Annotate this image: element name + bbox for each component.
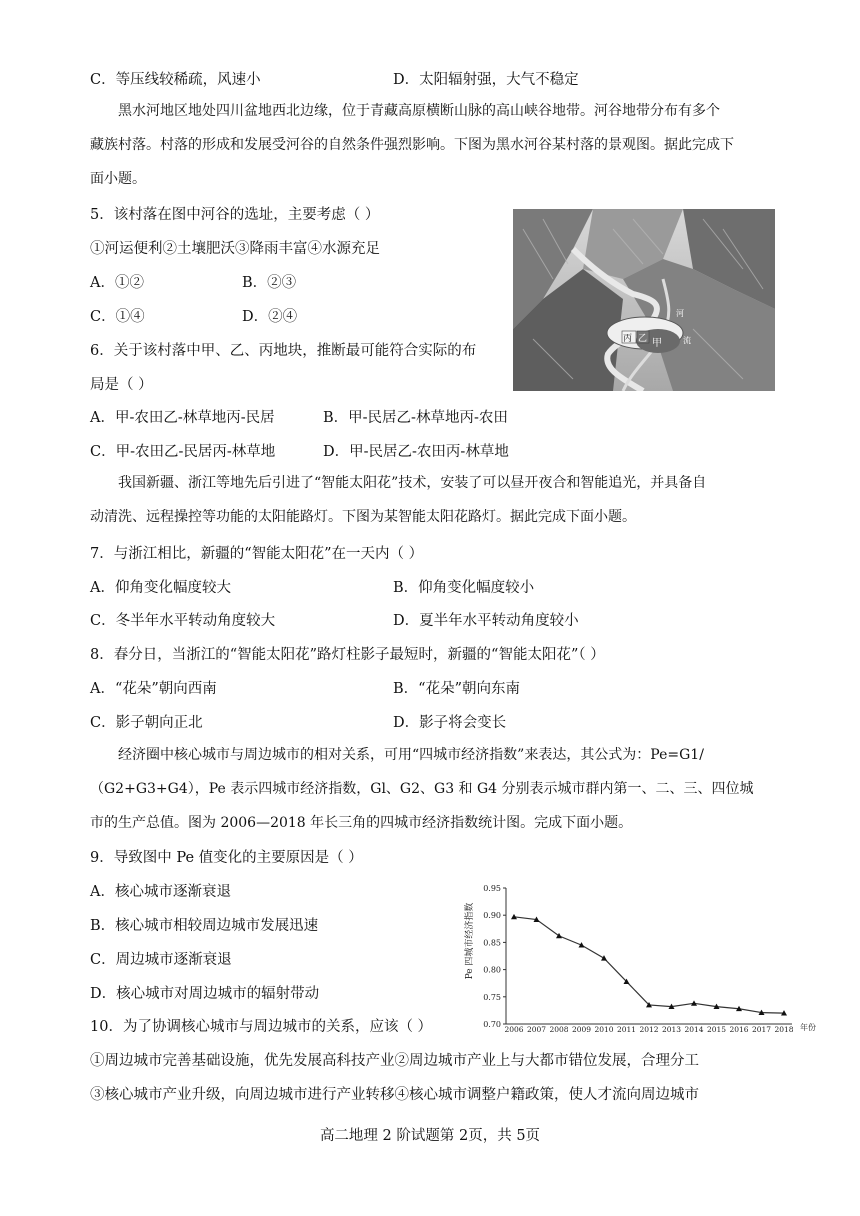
passage-pe-index	[90, 738, 780, 840]
x-tick-label: 2009	[571, 1025, 592, 1034]
pe-series-markers	[511, 914, 787, 1016]
q7-stem: 7．与浙江相比，新疆的“智能太阳花”在一天内（ ）	[90, 546, 424, 562]
q9-option-c: C．周边城市逐渐衰退	[90, 952, 232, 968]
q8-option-d: D．影子将会变长	[393, 715, 507, 731]
valley-village-photo	[513, 209, 775, 391]
label-yi: 乙	[638, 334, 648, 344]
q9-option-b: B．核心城市相较周边城市发展迅速	[90, 918, 319, 934]
x-tick-label: 2010	[594, 1025, 614, 1034]
label-liu: 流	[683, 336, 691, 345]
label-jia: 甲	[652, 338, 662, 349]
passage-line: 我国新疆、浙江等地先后引进了“智能太阳花”技术，安装了可以昼开夜合和智能追光，并具备自	[118, 475, 707, 491]
x-tick-label: 2018	[774, 1025, 794, 1034]
q5-option-c: C．①④	[90, 309, 145, 325]
data-point-marker	[601, 955, 607, 960]
q9-option-d: D．核心城市对周边城市的辐射带动	[90, 986, 320, 1002]
q8-option-b: B．“花朵”朝向东南	[393, 681, 520, 697]
q5-items: ①河运便利②土壤肥沃③降雨丰富④水源充足	[90, 241, 380, 257]
y-tick-label: 0.70	[483, 1020, 501, 1029]
x-tick-label: 2006	[504, 1025, 524, 1034]
q4-option-d: D．太阳辐射强，大气不稳定	[393, 72, 579, 88]
q7-option-c: C．冬半年水平转动角度较大	[90, 613, 276, 629]
q8-option-c: C．影子朝向正北	[90, 715, 203, 731]
x-tick-labels	[504, 1025, 793, 1034]
x-tick-label: 2014	[684, 1025, 704, 1034]
x-tick-label: 2013	[661, 1025, 682, 1034]
q10-line-2: ③核心城市产业升级，向周边城市进行产业转移④核心城市调整户籍政策，使人才流向周边城市	[90, 1087, 699, 1103]
y-tick-labels	[483, 884, 506, 1029]
page-footer: 高二地理 2 阶试题第 2页，共 5页	[319, 1128, 541, 1144]
y-tick-label: 0.75	[483, 992, 501, 1002]
passage-line: 动清洗、远程操控等功能的太阳能路灯。下图为某智能太阳花路灯。据此完成下面小题。	[90, 509, 636, 525]
q9-stem: 9．导致图中 Pe 值变化的主要原因是（ ）	[90, 850, 363, 866]
pe-index-chart-svg	[450, 876, 820, 1046]
q8-option-a: A．“花朵”朝向西南	[90, 681, 217, 697]
x-tick-label: 2011	[616, 1025, 637, 1034]
passage-line: 市的生产总值。图为 2006—2018 年长三角的四城市经济指数统计图。完成下面小题。	[90, 815, 633, 831]
y-tick-label: 0.80	[483, 965, 501, 975]
x-tick-label: 2007	[526, 1025, 547, 1034]
passage-line: 面小题。	[90, 171, 146, 187]
passage-line: 黑水河地区地处四川盆地西北边缘，位于青藏高原横断山脉的高山峡谷地带。河谷地带分布有多个	[118, 103, 720, 119]
q7-option-d: D．夏半年水平转动角度较小	[393, 613, 579, 629]
q5-option-a: A．①②	[90, 275, 144, 291]
x-axis-label: 年份	[800, 1023, 816, 1032]
y-tick-label: 0.95	[483, 884, 501, 893]
q9-option-a: A．核心城市逐渐衰退	[90, 884, 231, 900]
pe-series-line	[514, 917, 784, 1013]
q5-option-d: D．②④	[242, 309, 298, 325]
q5-stem: 5．该村落在图中河谷的选址，主要考虑（ ）	[90, 207, 380, 223]
x-tick-label: 2008	[549, 1025, 569, 1034]
q5-option-b: B．②③	[242, 275, 297, 291]
label-he: 河	[676, 309, 684, 318]
x-tick-label: 2017	[751, 1025, 772, 1034]
pe-index-chart	[450, 876, 820, 1046]
q6-option-b: B．甲-民居乙-林草地丙-农田	[323, 410, 508, 426]
x-tick-label: 2015	[706, 1025, 727, 1034]
q10-line-1: ①周边城市完善基础设施，优先发展高科技产业②周边城市产业上与大都市错位发展，合理分工	[90, 1053, 699, 1069]
y-tick-label: 0.85	[483, 938, 501, 948]
q6-stem: 6．关于该村落中甲、乙、丙地块，推断最可能符合实际的布	[90, 343, 477, 359]
x-tick-label: 2012	[639, 1025, 659, 1034]
q6-option-c: C．甲-农田乙-民居丙-林草地	[90, 444, 276, 460]
y-axis-label: Pe 四城市经济指数	[465, 902, 475, 980]
passage-sunflower	[90, 466, 780, 534]
passage-line: 藏族村落。村落的形成和发展受河谷的自然条件强烈影响。下图为黑水河谷某村落的景观图。据此完成下	[90, 137, 734, 153]
passage-line: （G2+G3+G4），Pe 表示四城市经济指数，Gl、G2、G3 和 G4 分别表示城市群内第一、二、三、四位城	[90, 781, 754, 797]
q6-option-d: D．甲-民居乙-农田丙-林草地	[323, 444, 509, 460]
x-tick-label: 2016	[729, 1025, 749, 1034]
passage-line: 经济圈中核心城市与周边城市的相对关系，可用“四城市经济指数”来表达，其公式为：Pe=G1/	[118, 747, 704, 763]
q6-stem-cont: 局是（ ）	[90, 377, 153, 393]
passage-heishui	[90, 94, 780, 196]
label-bing: 丙	[623, 334, 633, 344]
q6-option-a: A．甲-农田乙-林草地丙-民居	[90, 410, 275, 426]
q4-option-c: C．等压线较稀疏，风速小	[90, 72, 261, 88]
q8-stem: 8．春分日，当浙江的“智能太阳花”路灯柱影子最短时，新疆的“智能太阳花”（ ）	[90, 647, 605, 663]
q7-option-a: A．仰角变化幅度较大	[90, 580, 231, 596]
y-tick-label: 0.90	[483, 911, 501, 921]
q7-option-b: B．仰角变化幅度较小	[393, 580, 535, 596]
valley-landscape-illustration	[513, 209, 775, 391]
q10-stem: 10．为了协调核心城市与周边城市的关系，应该（ ）	[90, 1019, 433, 1035]
